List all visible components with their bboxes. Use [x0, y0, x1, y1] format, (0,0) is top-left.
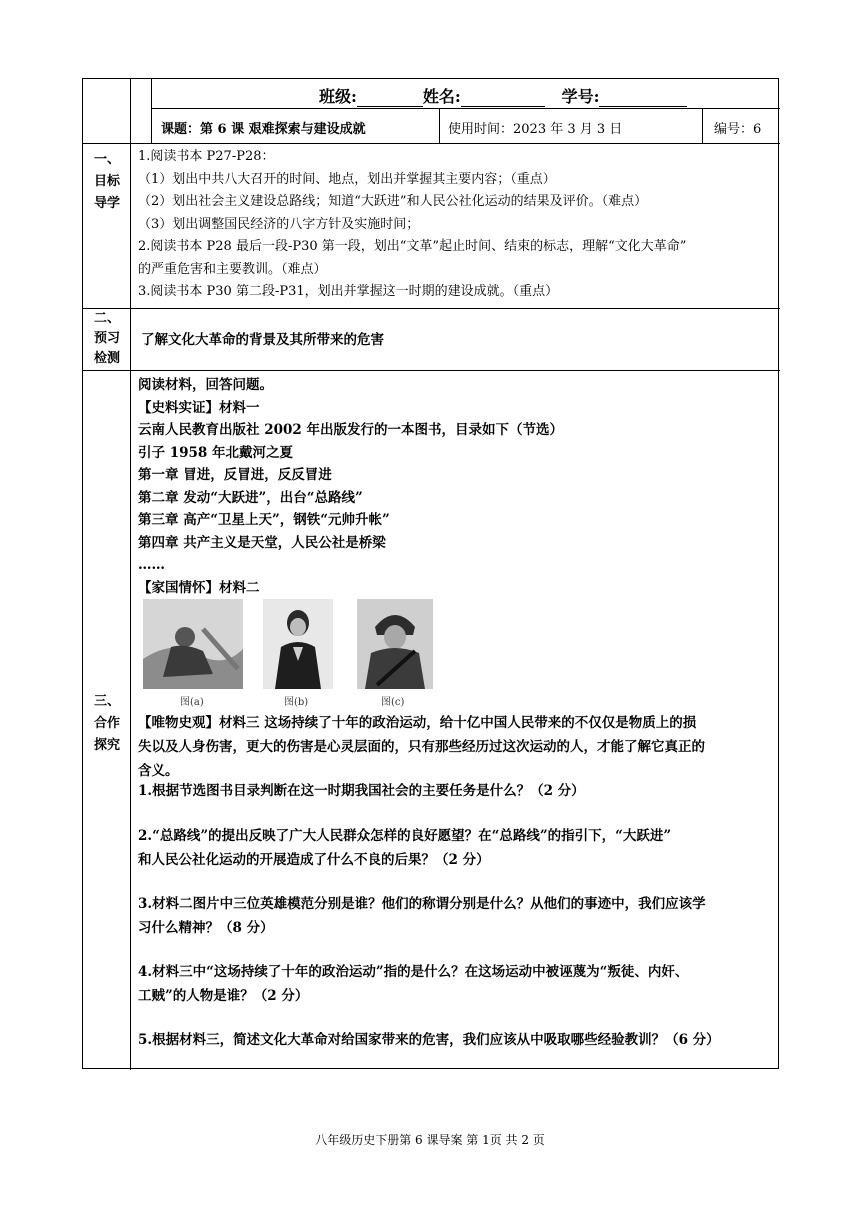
header-left-divider — [151, 79, 152, 143]
material-one-line: 第二章 发动“大跃进”，出台“总路线” — [138, 489, 363, 506]
hero-photo-c — [357, 599, 433, 689]
student-info-row — [319, 84, 687, 107]
goal-line: 1.阅读书本 P27-P28： — [138, 149, 275, 164]
header-mid-divider — [439, 108, 440, 143]
question-4: 4.材料三中“这场持续了十年的政治运动”指的是什么？在这场运动中被诬蔑为“叛徒、内奸、 工贼”的人物是谁？（2 分） — [138, 964, 689, 1004]
material-three — [138, 711, 705, 783]
material-one-line: 云南人民教育出版社 2002 年出版发行的一本图书，目录如下（节选） — [138, 422, 563, 438]
photo-caption-b: 图(b) — [284, 697, 309, 708]
material-three-line: 失以及人身伤害，更大的伤害是心灵层面的，只有那些经历过这次运动的人，才能了解它真正的 — [138, 739, 705, 755]
material-one-title: 【史料实证】材料一 — [138, 399, 260, 416]
label-column-divider — [130, 79, 131, 1070]
material-three-line: 【唯物史观】材料三 这场持续了十年的政治运动，给十亿中国人民带来的不仅仅是物质上的损 — [138, 715, 697, 731]
photo-caption-a: 图(a) — [180, 697, 204, 708]
header-right-divider — [702, 108, 703, 143]
name-blank[interactable] — [461, 90, 545, 107]
question-5: 5.根据材料三，简述文化大革命对给国家带来的危害，我们应该从中吸取哪些经验教训？（6 分） — [138, 1032, 720, 1048]
lesson-topic: 课题：第 6 课 艰难探索与建设成就 — [161, 122, 366, 137]
class-label: 班级: — [319, 87, 357, 106]
material-one-line: 第三章 高产“卫星上天”，钢铁“元帅升帐” — [138, 512, 390, 528]
section-divider-2 — [83, 308, 780, 309]
material-two-title: 【家国情怀】材料二 — [138, 579, 260, 596]
goal-line: 3.阅读书本 P30 第二段-P31，划出并掌握这一时期的建设成就。（重点） — [138, 284, 559, 299]
hero-photo-a — [143, 599, 243, 689]
material-one-line: …… — [138, 557, 165, 573]
material-three-line: 含义。 — [138, 763, 179, 779]
section-divider-1 — [83, 143, 780, 144]
goal-line: （1）划出中共八大召开的时间、地点，划出并掌握其主要内容；（重点） — [138, 171, 556, 187]
question-1: 1.根据节选图书目录判断在这一时期我国社会的主要任务是什么？（2 分） — [138, 783, 585, 799]
student-id-blank[interactable] — [599, 90, 687, 107]
photo-caption-c: 图(c) — [381, 697, 405, 708]
goal-line: （2）划出社会主义建设总路线；知道“大跃进”和人民公社化运动的结果及评价。（难点） — [138, 194, 648, 209]
goals-content — [138, 146, 686, 304]
goal-line: 2.阅读书本 P28 最后一段-P30 第一段，划出“文革”起止时间、结束的标志，理解“文化大革命” — [138, 239, 687, 254]
question-2: 2.“总路线”的提出反映了广大人民群众怎样的良好愿望？在“总路线”的指引下，“大跃进” 和人民公社化运动的开展造成了什么不良的后果？（2 分） — [138, 828, 672, 868]
goal-line: 的严重危害和主要教训。（难点） — [138, 261, 327, 277]
explore-content — [138, 374, 563, 599]
section-label-explore: 三、 合作 探究 — [93, 694, 120, 753]
goal-line: （3）划出调整国民经济的八字方针及实施时间； — [138, 216, 420, 232]
usage-date: 使用时间：2023 年 3 月 3 日 — [448, 122, 623, 137]
student-id-label: 学号: — [561, 87, 600, 106]
explore-intro: 阅读材料，回答问题。 — [138, 377, 273, 393]
page-footer: 八年级历史下册第 6 课导案 第 1页 共 2 页 — [315, 1133, 545, 1147]
class-blank[interactable] — [357, 90, 423, 107]
question-3: 3.材料二图片中三位英雄模范分别是谁？他们的称谓分别是什么？从他们的事迹中，我们应该学 习什么精神？（8 分） — [138, 896, 706, 936]
document-number: 编号：6 — [714, 122, 762, 137]
hero-photo-b — [263, 599, 333, 689]
material-one-line: 第一章 冒进，反冒进，反反冒进 — [138, 467, 332, 483]
section-label-goals: 一、 目标 导学 — [93, 152, 120, 211]
section-label-preview: 二、 预习 检测 — [93, 311, 120, 366]
name-label: 姓名: — [422, 87, 461, 106]
header-row-divider — [151, 108, 780, 109]
section-divider-3 — [83, 370, 780, 371]
preview-task: 了解文化大革命的背景及其所带来的危害 — [141, 332, 384, 348]
material-one-line: 引子 1958 年北戴河之夏 — [138, 444, 293, 461]
material-one-line: 第四章 共产主义是天堂，人民公社是桥梁 — [138, 534, 386, 551]
